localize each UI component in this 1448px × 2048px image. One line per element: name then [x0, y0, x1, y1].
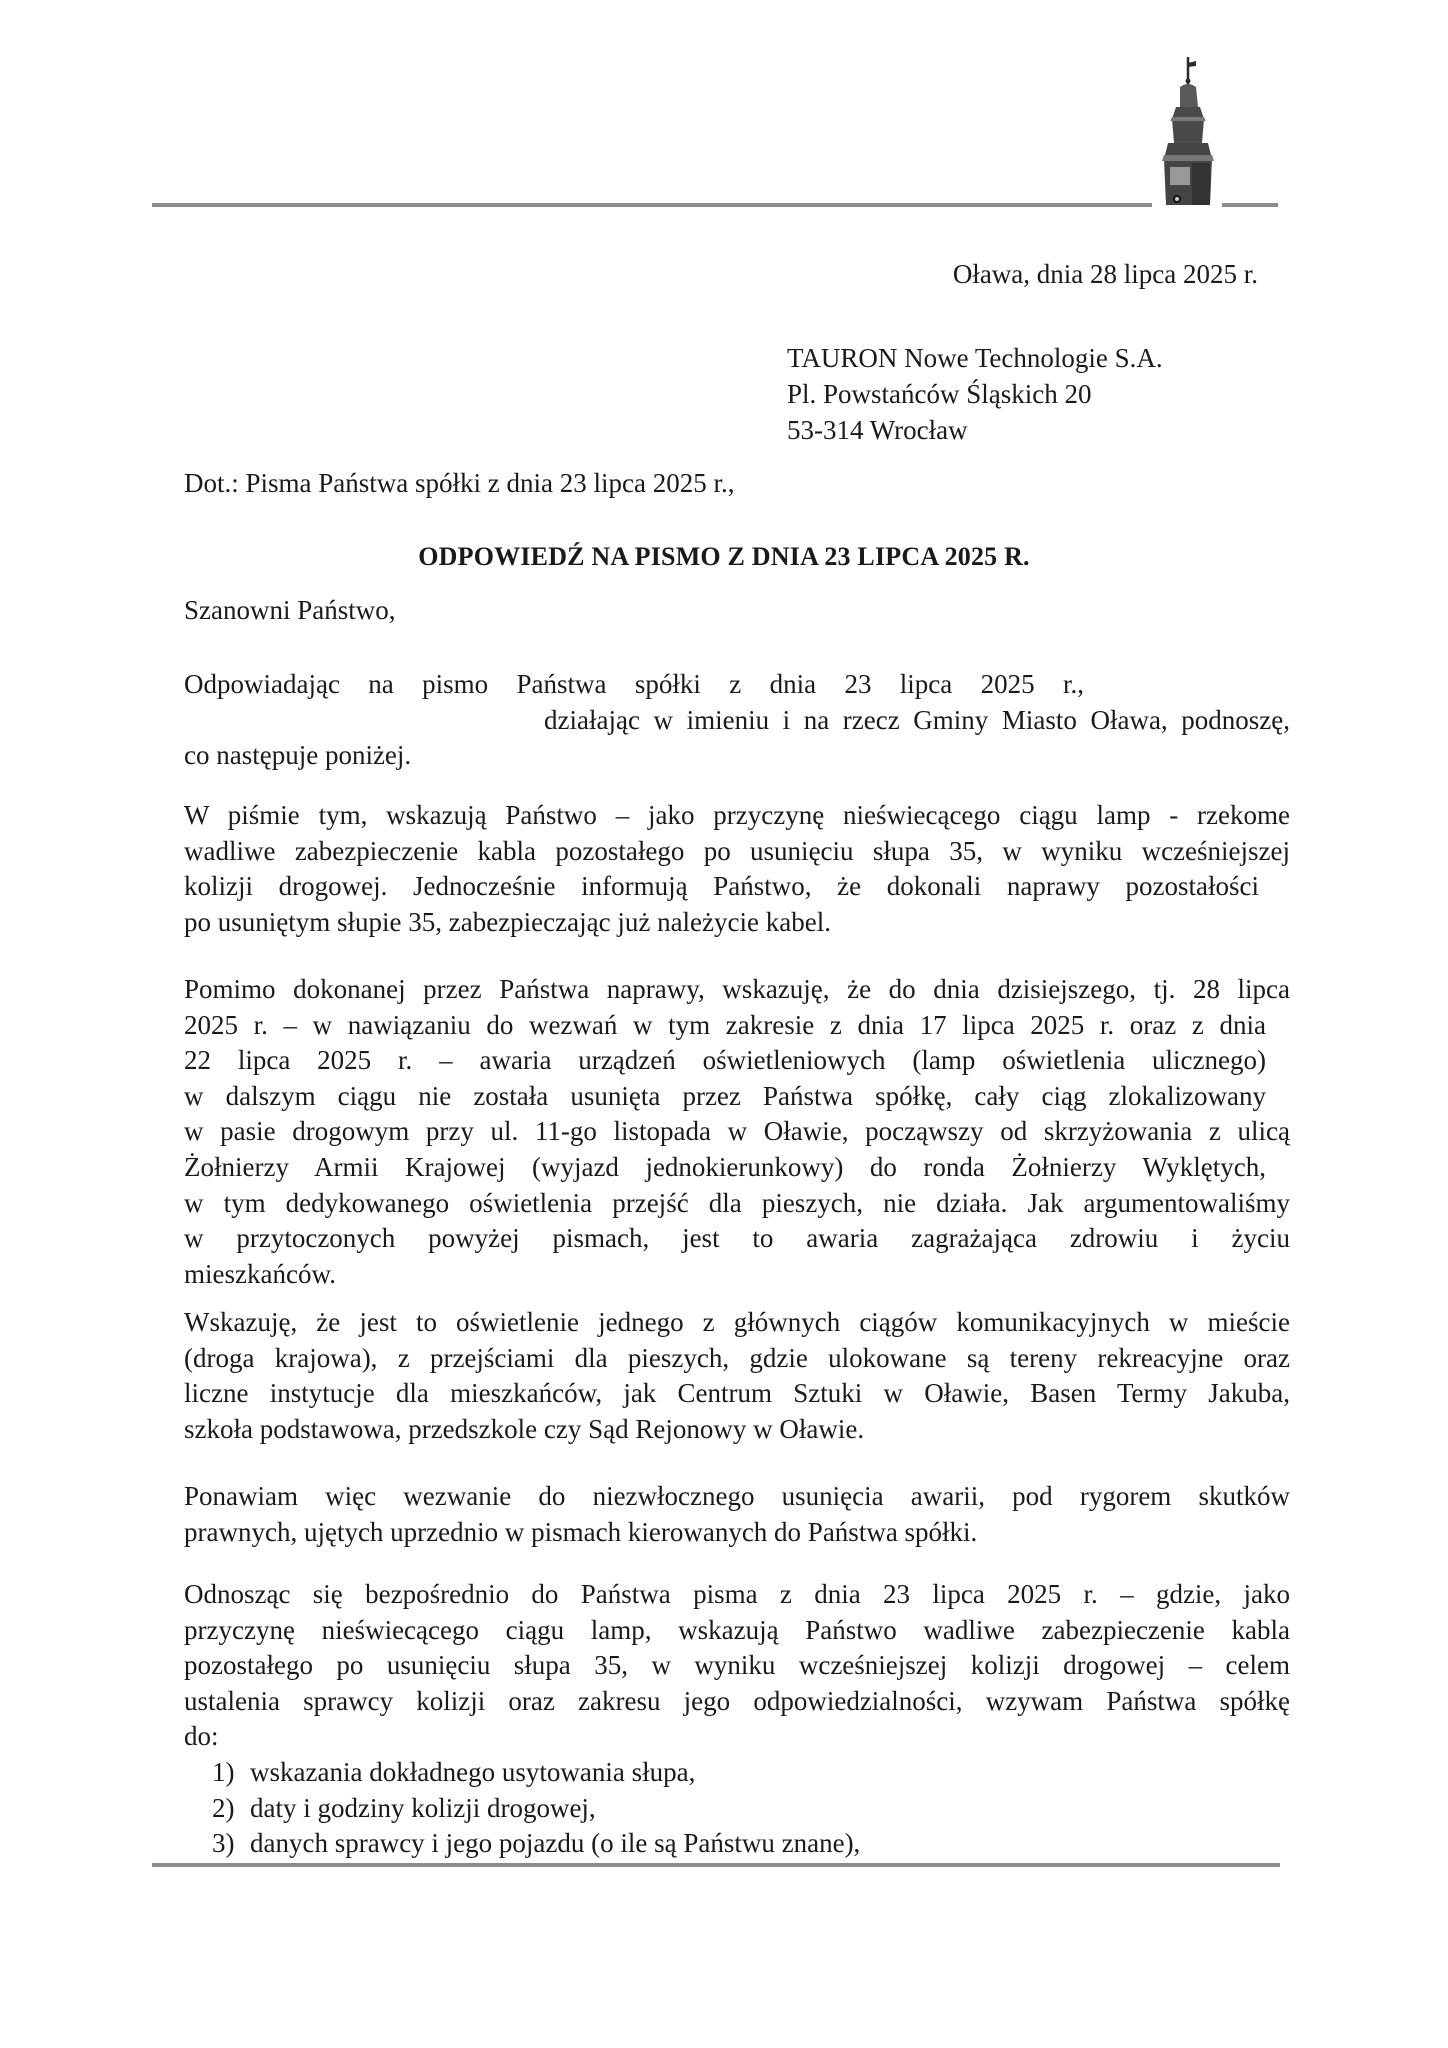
text-line: Wskazuję, że jest to oświetlenie jednego z głównych ciągów komunikacyjnych w mieście: [184, 1307, 1290, 1337]
list-number: 2): [212, 1792, 235, 1823]
paragraph-importance: [184, 1305, 1290, 1447]
request-list-item: [212, 1755, 860, 1791]
text-line: liczne instytucje dla mieszkańców, jak Centrum Sztuki w Oławie, Basen Termy Jakuba,: [184, 1378, 1290, 1409]
list-text: wskazania dokładnego usytowania słupa,: [250, 1757, 696, 1787]
request-list-item: [212, 1826, 860, 1862]
text-line: w dalszym ciągu nie została usunięta przez Państwa spółkę, cały ciąg zlokalizowany: [184, 1080, 1266, 1111]
text-line: pozostałego po usunięciu słupa 35, w wyniku wcześniejszej kolizji drogowej – celem: [184, 1650, 1290, 1681]
text-line: 22 lipca 2025 r. – awaria urządzeń oświetleniowych (lamp oświetlenia ulicznego): [184, 1045, 1266, 1076]
text-line: ustalenia sprawcy kolizji oraz zakresu jego odpowiedzialności, wzywam Państwa spółkę: [184, 1685, 1290, 1716]
paragraph-failure: [184, 972, 1290, 1292]
text-line: kolizji drogowej. Jednocześnie informują Państwo, że dokonali naprawy pozostałości: [184, 871, 1259, 902]
subject-reference: Dot.: Pisma Państwa spółki z dnia 23 lipca 2025 r.,: [184, 468, 735, 498]
text-line: Odpowiadając na pismo Państwa spółki z dnia 23 lipca 2025 r.,: [184, 669, 1084, 699]
greeting: Szanowni Państwo,: [184, 595, 396, 625]
place-and-date: Oława, dnia 28 lipca 2025 r.: [952, 259, 1258, 289]
footer-divider: [152, 1863, 1280, 1867]
text-line: wadliwe zabezpieczenie kabla pozostałego po usunięciu słupa 35, w wyniku wcześniejszej: [184, 835, 1290, 866]
list-text: daty i godziny kolizji drogowej,: [250, 1792, 596, 1823]
recipient-street: Pl. Powstańców Śląskich 20: [787, 379, 1092, 409]
text-line: Żołnierzy Armii Krajowej (wyjazd jednokierunkowy) do ronda Żołnierzy Wyklętych,: [184, 1151, 1266, 1182]
text-line: prawnych, ujętych uprzednio w pismach kierowanych do Państwa spółki.: [184, 1516, 978, 1547]
request-list: [212, 1755, 860, 1862]
recipient-name: TAURON Nowe Technologie S.A.: [787, 343, 1163, 373]
text-line: przyczynę nieświecącego ciągu lamp, wskazują Państwo wadliwe zabezpieczenie kabla: [184, 1614, 1290, 1645]
header-divider-right: [1222, 203, 1278, 207]
text-line: w tym dedykowanego oświetlenia przejść dla pieszych, nie działa. Jak argumentowaliśmy: [184, 1187, 1290, 1218]
paragraph-cause: [184, 798, 1290, 940]
town-hall-tower-icon: [1150, 55, 1230, 215]
text-line: Ponawiam więc wezwanie do niezwłocznego usunięcia awarii, pod rygorem skutków: [184, 1481, 1290, 1511]
text-line: 2025 r. – w nawiązaniu do wezwań w tym zakresie z dnia 17 lipca 2025 r. oraz z dnia: [184, 1009, 1266, 1040]
text-line: do:: [184, 1721, 219, 1752]
list-number: 1): [212, 1757, 235, 1787]
text-line: działając w imieniu i na rzecz Gminy Miasto Oława, podnoszę,: [544, 704, 1290, 735]
paragraph-renewed-demand: [184, 1479, 1290, 1550]
text-line: szkoła podstawowa, przedszkole czy Sąd Rejonowy w Oławie.: [184, 1413, 865, 1444]
text-line: Pomimo dokonanej przez Państwa naprawy, wskazuję, że do dnia dzisiejszego, tj. 28 lipca: [184, 974, 1290, 1004]
list-number: 3): [212, 1828, 235, 1859]
text-line: (droga krajowa), z przejściami dla pieszych, gdzie ulokowane są tereny rekreacyjne oraz: [184, 1342, 1290, 1373]
paragraph-intro: [184, 667, 1290, 774]
text-line: co następuje poniżej.: [184, 740, 412, 771]
text-line: mieszkańców.: [184, 1258, 336, 1289]
header-divider-left: [152, 203, 1152, 207]
text-line: W piśmie tym, wskazują Państwo – jako przyczynę nieświecącego ciągu lamp - rzekome: [184, 800, 1290, 830]
text-line: Odnosząc się bezpośrednio do Państwa pisma z dnia 23 lipca 2025 r. – gdzie, jako: [184, 1579, 1290, 1609]
list-text: danych sprawcy i jego pojazdu (o ile są Państwu znane),: [250, 1828, 861, 1859]
recipient-city: 53-314 Wrocław: [787, 415, 968, 445]
text-line: w przytoczonych powyżej pismach, jest to awaria zagrażająca zdrowiu i życiu: [184, 1223, 1290, 1254]
text-line: po usuniętym słupie 35, zabezpieczając już należycie kabel.: [184, 906, 831, 937]
text-line: w pasie drogowym przy ul. 11-go listopada w Oławie, począwszy od skrzyżowania z ulicą: [184, 1116, 1290, 1147]
request-list-item: [212, 1791, 860, 1827]
paragraph-request: [184, 1577, 1290, 1755]
letter-title: ODPOWIEDŹ NA PISMO Z DNIA 23 LIPCA 2025 R.: [418, 542, 1030, 571]
